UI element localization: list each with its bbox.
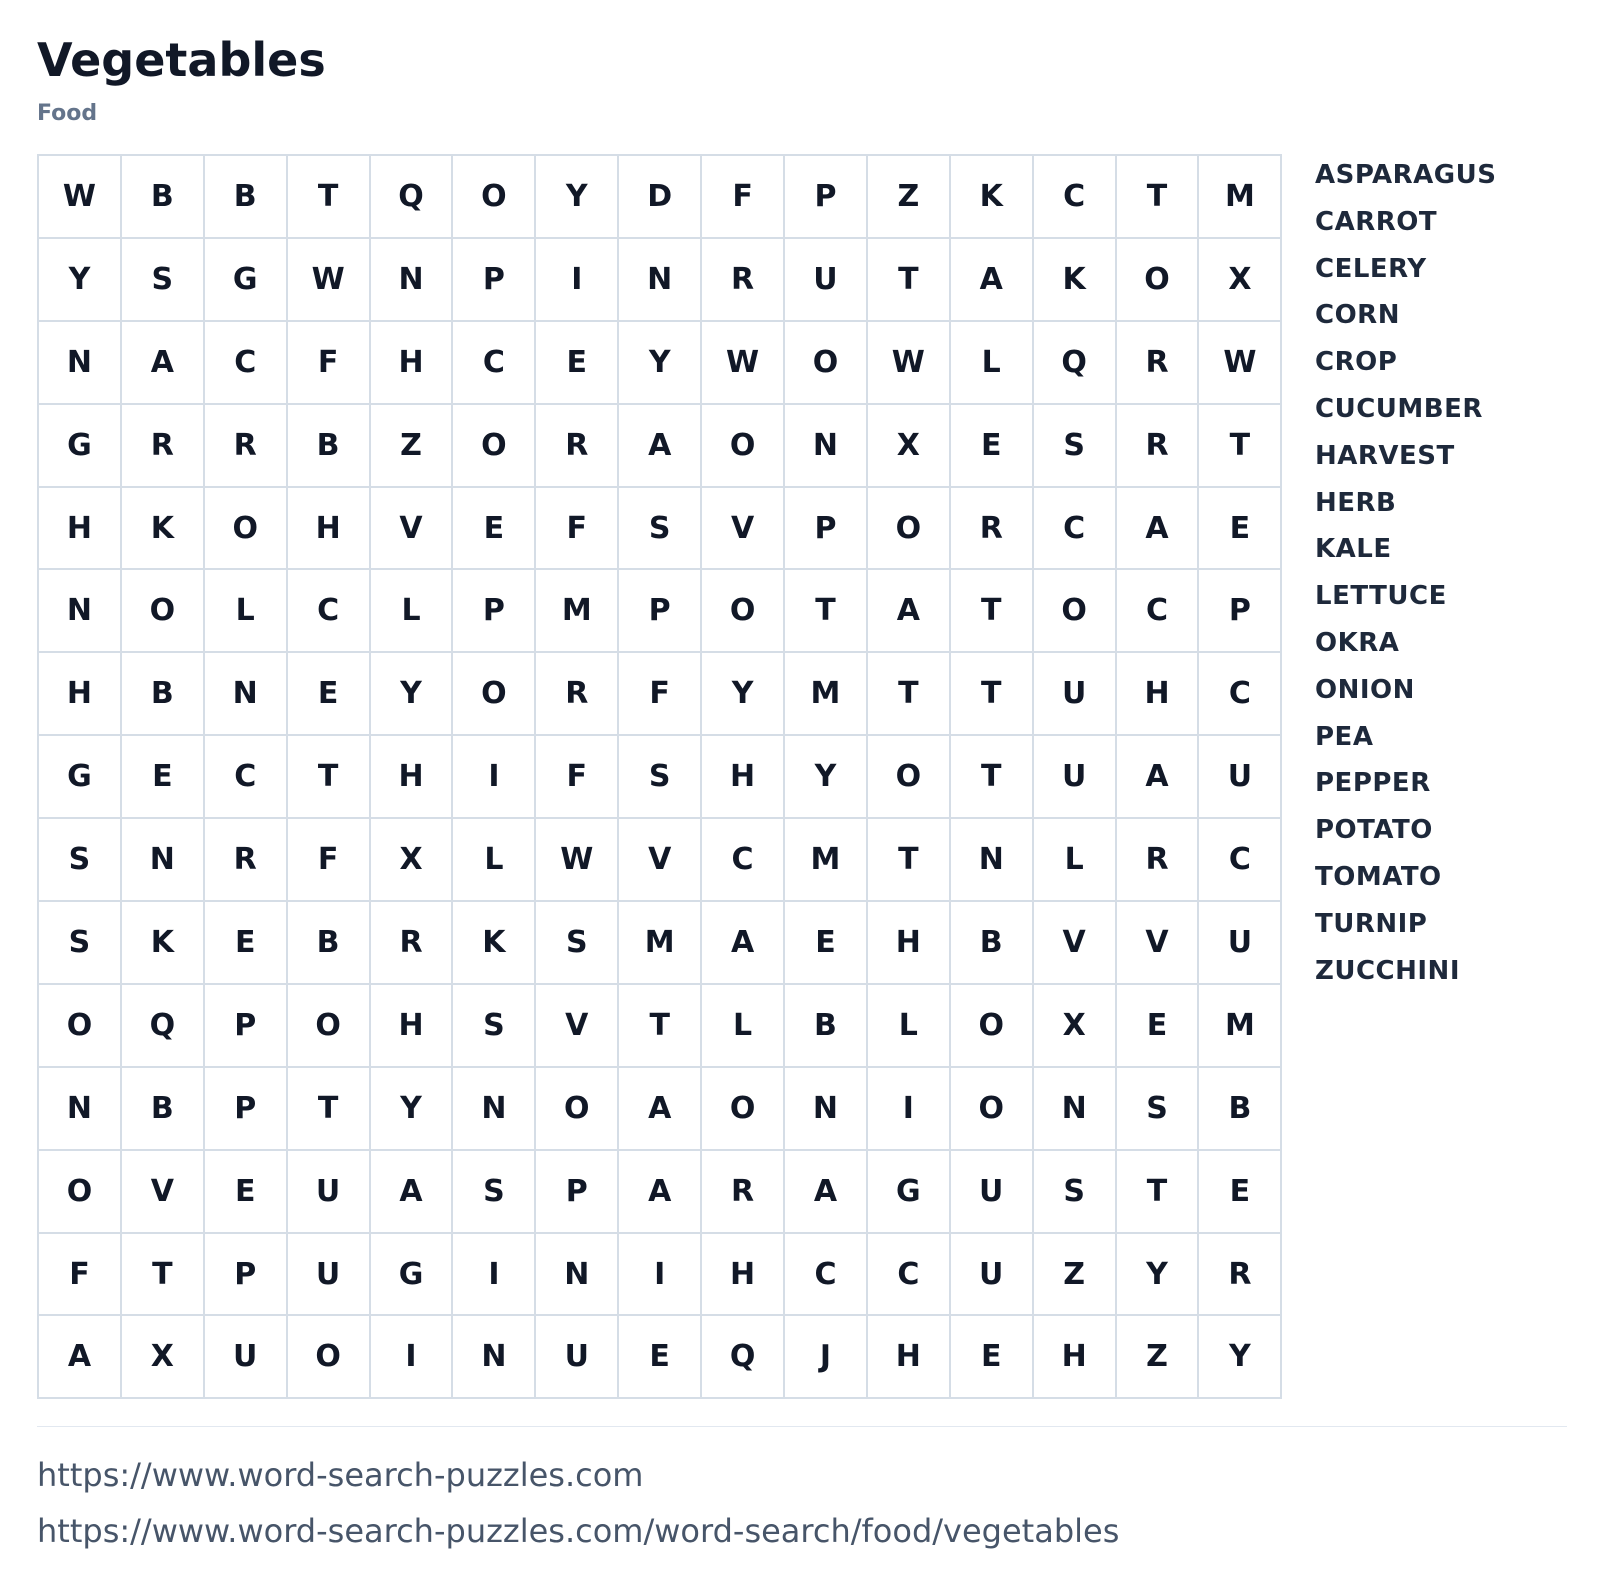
- grid-cell[interactable]: O: [1034, 570, 1117, 653]
- grid-cell[interactable]: F: [536, 736, 619, 819]
- grid-cell[interactable]: E: [205, 1151, 288, 1234]
- grid-cell[interactable]: O: [536, 1068, 619, 1151]
- grid-cell[interactable]: S: [1034, 405, 1117, 488]
- grid-cell[interactable]: O: [702, 570, 785, 653]
- word-list-item: POTATO: [1315, 815, 1433, 846]
- grid-cell[interactable]: A: [371, 1151, 454, 1234]
- grid-cell[interactable]: E: [785, 902, 868, 985]
- grid-cell[interactable]: S: [1034, 1151, 1117, 1234]
- grid-cell[interactable]: Z: [1117, 1316, 1200, 1399]
- grid-cell[interactable]: O: [288, 985, 371, 1068]
- grid-cell[interactable]: R: [1117, 322, 1200, 405]
- grid-cell[interactable]: T: [785, 570, 868, 653]
- grid-cell[interactable]: T: [1117, 156, 1200, 239]
- grid-cell[interactable]: V: [1117, 902, 1200, 985]
- grid-cell[interactable]: G: [39, 736, 122, 819]
- grid-cell[interactable]: H: [371, 322, 454, 405]
- grid-cell[interactable]: R: [951, 488, 1034, 571]
- grid-cell[interactable]: N: [619, 239, 702, 322]
- grid-cell[interactable]: N: [39, 1068, 122, 1151]
- grid-cell[interactable]: O: [453, 156, 536, 239]
- grid-cell[interactable]: O: [868, 736, 951, 819]
- grid-cell[interactable]: U: [205, 1316, 288, 1399]
- grid-cell[interactable]: K: [1034, 239, 1117, 322]
- grid-cell[interactable]: L: [702, 985, 785, 1068]
- grid-cell[interactable]: U: [1034, 653, 1117, 736]
- grid-cell[interactable]: H: [371, 736, 454, 819]
- grid-cell[interactable]: N: [371, 239, 454, 322]
- grid-cell[interactable]: S: [453, 1151, 536, 1234]
- grid-cell[interactable]: H: [702, 1234, 785, 1317]
- grid-cell[interactable]: O: [785, 322, 868, 405]
- word-list-item: ASPARAGUS: [1315, 160, 1497, 190]
- grid-cell[interactable]: O: [39, 985, 122, 1068]
- grid-cell[interactable]: R: [1117, 405, 1200, 488]
- grid-cell[interactable]: A: [785, 1151, 868, 1234]
- grid-cell[interactable]: Q: [371, 156, 454, 239]
- grid-cell[interactable]: T: [868, 819, 951, 902]
- grid-cell[interactable]: Y: [619, 322, 702, 405]
- grid-cell[interactable]: Y: [702, 653, 785, 736]
- grid-cell[interactable]: N: [1034, 1068, 1117, 1151]
- grid-cell[interactable]: O: [205, 488, 288, 571]
- grid-cell[interactable]: S: [1117, 1068, 1200, 1151]
- grid-cell[interactable]: C: [205, 736, 288, 819]
- grid-cell[interactable]: Q: [702, 1316, 785, 1399]
- grid-cell[interactable]: F: [702, 156, 785, 239]
- grid-cell[interactable]: N: [39, 570, 122, 653]
- letter-grid: [37, 154, 1282, 1399]
- grid-cell[interactable]: S: [453, 985, 536, 1068]
- grid-cell[interactable]: L: [951, 322, 1034, 405]
- grid-cell[interactable]: O: [453, 405, 536, 488]
- grid-cell[interactable]: Y: [371, 1068, 454, 1151]
- grid-cell[interactable]: B: [951, 902, 1034, 985]
- grid-cell[interactable]: C: [453, 322, 536, 405]
- grid-cell[interactable]: H: [868, 902, 951, 985]
- grid-cell[interactable]: M: [1199, 985, 1282, 1068]
- grid-cell[interactable]: Y: [536, 156, 619, 239]
- grid-cell[interactable]: P: [619, 570, 702, 653]
- grid-cell[interactable]: R: [122, 405, 205, 488]
- grid-cell[interactable]: O: [702, 405, 785, 488]
- word-list-item: CELERY: [1315, 253, 1427, 284]
- word-list-item: LETTUCE: [1315, 581, 1447, 612]
- grid-cell[interactable]: R: [1199, 1234, 1282, 1317]
- grid-cell[interactable]: A: [1117, 488, 1200, 571]
- footer-divider: [37, 1426, 1567, 1427]
- grid-cell[interactable]: B: [122, 1068, 205, 1151]
- grid-cell[interactable]: C: [1034, 156, 1117, 239]
- grid-cell[interactable]: T: [868, 653, 951, 736]
- grid-cell[interactable]: S: [122, 239, 205, 322]
- grid-cell[interactable]: V: [536, 985, 619, 1068]
- grid-cell[interactable]: C: [205, 322, 288, 405]
- word-list-item: CUCUMBER: [1315, 393, 1483, 424]
- word-list-item: CARROT: [1315, 206, 1438, 237]
- grid-cell[interactable]: O: [288, 1316, 371, 1399]
- word-list-item: CORN: [1315, 300, 1400, 331]
- grid-cell[interactable]: N: [785, 1068, 868, 1151]
- grid-cell[interactable]: T: [122, 1234, 205, 1317]
- grid-cell[interactable]: Z: [1034, 1234, 1117, 1317]
- grid-cell[interactable]: X: [371, 819, 454, 902]
- grid-cell[interactable]: S: [536, 902, 619, 985]
- grid-cell[interactable]: G: [205, 239, 288, 322]
- grid-cell[interactable]: O: [39, 1151, 122, 1234]
- grid-cell[interactable]: S: [39, 819, 122, 902]
- grid-cell[interactable]: N: [453, 1068, 536, 1151]
- grid-cell[interactable]: I: [868, 1068, 951, 1151]
- grid-cell[interactable]: B: [785, 985, 868, 1068]
- grid-cell[interactable]: P: [205, 1068, 288, 1151]
- grid-cell[interactable]: I: [453, 1234, 536, 1317]
- grid-cell[interactable]: W: [702, 322, 785, 405]
- grid-cell[interactable]: G: [39, 405, 122, 488]
- grid-cell[interactable]: K: [122, 902, 205, 985]
- grid-cell[interactable]: E: [453, 488, 536, 571]
- grid-cell[interactable]: Q: [122, 985, 205, 1068]
- grid-cell[interactable]: U: [951, 1234, 1034, 1317]
- grid-cell[interactable]: J: [785, 1316, 868, 1399]
- grid-cell[interactable]: W: [536, 819, 619, 902]
- grid-cell[interactable]: E: [619, 1316, 702, 1399]
- grid-cell[interactable]: P: [453, 570, 536, 653]
- grid-cell[interactable]: Y: [785, 736, 868, 819]
- grid-cell[interactable]: N: [951, 819, 1034, 902]
- grid-cell[interactable]: C: [288, 570, 371, 653]
- grid-cell[interactable]: V: [1034, 902, 1117, 985]
- grid-cell[interactable]: R: [205, 405, 288, 488]
- grid-cell[interactable]: K: [122, 488, 205, 571]
- grid-cell[interactable]: I: [371, 1316, 454, 1399]
- grid-cell[interactable]: H: [371, 985, 454, 1068]
- grid-cell[interactable]: P: [205, 1234, 288, 1317]
- grid-cell[interactable]: R: [702, 1151, 785, 1234]
- grid-cell[interactable]: R: [371, 902, 454, 985]
- grid-cell[interactable]: M: [1199, 156, 1282, 239]
- grid-cell[interactable]: Y: [1117, 1234, 1200, 1317]
- grid-cell[interactable]: B: [1199, 1068, 1282, 1151]
- grid-cell[interactable]: M: [785, 653, 868, 736]
- grid-cell[interactable]: A: [868, 570, 951, 653]
- grid-cell[interactable]: F: [288, 819, 371, 902]
- grid-cell[interactable]: F: [619, 653, 702, 736]
- grid-cell[interactable]: L: [1034, 819, 1117, 902]
- grid-cell[interactable]: S: [619, 736, 702, 819]
- grid-cell[interactable]: V: [702, 488, 785, 571]
- grid-cell[interactable]: C: [702, 819, 785, 902]
- grid-cell[interactable]: U: [951, 1151, 1034, 1234]
- grid-cell[interactable]: B: [122, 156, 205, 239]
- grid-cell[interactable]: O: [453, 653, 536, 736]
- grid-cell[interactable]: E: [951, 1316, 1034, 1399]
- grid-cell[interactable]: O: [951, 1068, 1034, 1151]
- grid-cell[interactable]: E: [205, 902, 288, 985]
- grid-cell[interactable]: Y: [371, 653, 454, 736]
- grid-cell[interactable]: Z: [371, 405, 454, 488]
- grid-cell[interactable]: T: [619, 985, 702, 1068]
- grid-cell[interactable]: V: [619, 819, 702, 902]
- grid-cell[interactable]: U: [288, 1234, 371, 1317]
- grid-cell[interactable]: T: [288, 1068, 371, 1151]
- grid-cell[interactable]: X: [868, 405, 951, 488]
- grid-cell[interactable]: L: [453, 819, 536, 902]
- grid-cell[interactable]: V: [371, 488, 454, 571]
- grid-cell[interactable]: C: [1034, 488, 1117, 571]
- grid-cell[interactable]: E: [536, 322, 619, 405]
- puzzle-title: Vegetables: [37, 33, 326, 87]
- grid-cell[interactable]: P: [785, 156, 868, 239]
- grid-cell[interactable]: Z: [868, 156, 951, 239]
- grid-cell[interactable]: X: [122, 1316, 205, 1399]
- word-list-item: ONION: [1315, 674, 1415, 705]
- grid-cell[interactable]: H: [702, 736, 785, 819]
- grid-cell[interactable]: N: [536, 1234, 619, 1317]
- grid-cell[interactable]: C: [868, 1234, 951, 1317]
- grid-cell[interactable]: Y: [1199, 1316, 1282, 1399]
- grid-cell[interactable]: L: [868, 985, 951, 1068]
- grid-cell[interactable]: R: [205, 819, 288, 902]
- grid-cell[interactable]: A: [122, 322, 205, 405]
- grid-cell[interactable]: H: [288, 488, 371, 571]
- grid-cell[interactable]: I: [453, 736, 536, 819]
- grid-cell[interactable]: E: [122, 736, 205, 819]
- grid-cell[interactable]: U: [1034, 736, 1117, 819]
- grid-cell[interactable]: C: [785, 1234, 868, 1317]
- site-url[interactable]: https://www.word-search-puzzles.com: [37, 1456, 644, 1494]
- grid-cell[interactable]: N: [39, 322, 122, 405]
- grid-cell[interactable]: U: [785, 239, 868, 322]
- page-url[interactable]: https://www.word-search-puzzles.com/word-search/food/vegetables: [37, 1512, 1120, 1550]
- grid-cell[interactable]: E: [1199, 1151, 1282, 1234]
- grid-cell[interactable]: B: [205, 156, 288, 239]
- grid-cell[interactable]: T: [951, 570, 1034, 653]
- grid-cell[interactable]: K: [951, 156, 1034, 239]
- grid-cell[interactable]: T: [1199, 405, 1282, 488]
- word-list-item: KALE: [1315, 534, 1392, 565]
- grid-cell[interactable]: W: [868, 322, 951, 405]
- word-list-item: PEPPER: [1315, 768, 1431, 799]
- puzzle-category: Food: [37, 101, 98, 126]
- grid-cell[interactable]: P: [536, 1151, 619, 1234]
- grid-cell[interactable]: W: [288, 239, 371, 322]
- grid-cell[interactable]: T: [951, 736, 1034, 819]
- grid-cell[interactable]: X: [1034, 985, 1117, 1068]
- grid-cell[interactable]: B: [288, 405, 371, 488]
- grid-cell[interactable]: L: [371, 570, 454, 653]
- grid-cell[interactable]: R: [702, 239, 785, 322]
- grid-cell[interactable]: C: [1199, 819, 1282, 902]
- grid-cell[interactable]: M: [619, 902, 702, 985]
- grid-cell[interactable]: Y: [39, 239, 122, 322]
- grid-cell[interactable]: K: [453, 902, 536, 985]
- grid-cell[interactable]: P: [1199, 570, 1282, 653]
- word-list-item: CROP: [1315, 347, 1398, 378]
- grid-cell[interactable]: E: [1199, 488, 1282, 571]
- grid-cell[interactable]: X: [1199, 239, 1282, 322]
- grid-cell[interactable]: H: [1034, 1316, 1117, 1399]
- grid-cell[interactable]: A: [619, 405, 702, 488]
- grid-cell[interactable]: A: [702, 902, 785, 985]
- word-list-item: TOMATO: [1315, 861, 1442, 892]
- grid-cell[interactable]: A: [619, 1151, 702, 1234]
- grid-cell[interactable]: L: [205, 570, 288, 653]
- word-list-item: ZUCCHINI: [1315, 955, 1460, 986]
- grid-cell[interactable]: V: [122, 1151, 205, 1234]
- grid-cell[interactable]: E: [288, 653, 371, 736]
- grid-cell[interactable]: G: [371, 1234, 454, 1317]
- grid-cell[interactable]: H: [868, 1316, 951, 1399]
- grid-cell[interactable]: T: [1117, 1151, 1200, 1234]
- grid-cell[interactable]: E: [951, 405, 1034, 488]
- grid-cell[interactable]: I: [619, 1234, 702, 1317]
- grid-cell[interactable]: O: [1117, 239, 1200, 322]
- grid-cell[interactable]: A: [619, 1068, 702, 1151]
- grid-cell[interactable]: C: [1199, 653, 1282, 736]
- grid-cell[interactable]: P: [785, 488, 868, 571]
- grid-cell[interactable]: O: [122, 570, 205, 653]
- grid-cell[interactable]: F: [39, 1234, 122, 1317]
- grid-cell[interactable]: Q: [1034, 322, 1117, 405]
- grid-cell[interactable]: A: [1117, 736, 1200, 819]
- grid-cell[interactable]: S: [619, 488, 702, 571]
- grid-cell[interactable]: C: [1117, 570, 1200, 653]
- grid-cell[interactable]: T: [951, 653, 1034, 736]
- grid-cell[interactable]: U: [288, 1151, 371, 1234]
- grid-cell[interactable]: A: [39, 1316, 122, 1399]
- grid-cell[interactable]: R: [1117, 819, 1200, 902]
- grid-cell[interactable]: B: [288, 902, 371, 985]
- grid-cell[interactable]: N: [122, 819, 205, 902]
- word-list-item: OKRA: [1315, 627, 1400, 658]
- grid-cell[interactable]: N: [453, 1316, 536, 1399]
- grid-cell[interactable]: F: [288, 322, 371, 405]
- word-list-item: HERB: [1315, 487, 1397, 518]
- grid-cell[interactable]: O: [702, 1068, 785, 1151]
- grid-cell[interactable]: D: [619, 156, 702, 239]
- grid-cell[interactable]: I: [536, 239, 619, 322]
- word-list-item: HARVEST: [1315, 440, 1455, 471]
- grid-cell[interactable]: S: [39, 902, 122, 985]
- grid-cell[interactable]: H: [39, 488, 122, 571]
- grid-cell[interactable]: W: [1199, 322, 1282, 405]
- grid-cell[interactable]: O: [951, 985, 1034, 1068]
- grid-cell[interactable]: O: [868, 488, 951, 571]
- grid-cell[interactable]: U: [1199, 902, 1282, 985]
- grid-cell[interactable]: P: [205, 985, 288, 1068]
- grid-cell[interactable]: H: [1117, 653, 1200, 736]
- grid-cell[interactable]: F: [536, 488, 619, 571]
- grid-cell[interactable]: N: [785, 405, 868, 488]
- grid-cell[interactable]: B: [122, 653, 205, 736]
- grid-cell[interactable]: R: [536, 653, 619, 736]
- grid-cell[interactable]: M: [536, 570, 619, 653]
- grid-cell[interactable]: E: [1117, 985, 1200, 1068]
- grid-cell[interactable]: T: [288, 156, 371, 239]
- word-list-item: PEA: [1315, 721, 1374, 752]
- grid-cell[interactable]: T: [868, 239, 951, 322]
- grid-cell[interactable]: N: [205, 653, 288, 736]
- grid-cell[interactable]: H: [39, 653, 122, 736]
- grid-cell[interactable]: U: [1199, 736, 1282, 819]
- grid-cell[interactable]: G: [868, 1151, 951, 1234]
- word-list: [1315, 152, 1496, 994]
- grid-cell[interactable]: M: [785, 819, 868, 902]
- grid-cell[interactable]: U: [536, 1316, 619, 1399]
- grid-cell[interactable]: P: [453, 239, 536, 322]
- grid-cell[interactable]: W: [39, 156, 122, 239]
- grid-cell[interactable]: T: [288, 736, 371, 819]
- grid-cell[interactable]: A: [951, 239, 1034, 322]
- word-list-item: TURNIP: [1315, 908, 1428, 939]
- grid-cell[interactable]: R: [536, 405, 619, 488]
